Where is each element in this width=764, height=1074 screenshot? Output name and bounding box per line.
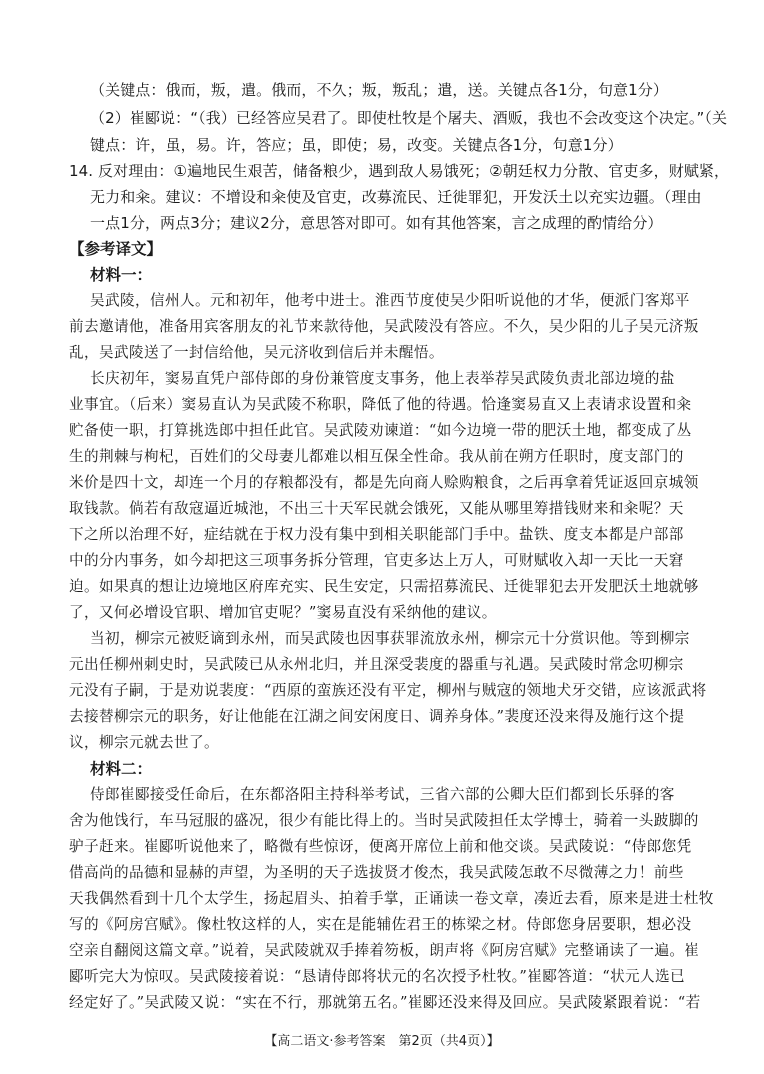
translation-line: 侍郎崔郾接受任命后，在东都洛阳主持科举考试，三省六部的公卿大臣们都到长乐驿的客	[90, 786, 675, 803]
translation-line: 迫。如果真的想让边境地区府库充实、民生安定，只需招募流民、迁徙罪犯去开发肥沃土地就够	[69, 578, 699, 595]
translation-line: 乱，吴武陵送了一封信给他，吴元济收到信后并未醒悟。	[69, 344, 444, 361]
translation-line: 借高尚的品德和显赫的声望，为圣明的天子选拔贤才俊杰，我吴武陵怎敢不尽微薄之力！前些	[69, 864, 684, 881]
translation-line: 议，柳宗元就去世了。	[69, 734, 219, 751]
translation-line: 舍为他饯行，车马冠服的盛况，很少有能比得上的。当时吴武陵担任太学博士，骑着一头跛脚的	[69, 812, 699, 829]
translation-line: 米价是四十文，却连一个月的存粮都没有，都是先向商人赊购粮食，之后再拿着凭证返回京城领	[69, 474, 699, 491]
section-title: 【参考译文】	[69, 240, 163, 258]
material-2-title: 材料二：	[90, 760, 153, 778]
answer-line: 键点：许，虽，易。许，答应；虽，即使；易，改变。关键点各1分，句意1分）	[90, 136, 623, 154]
translation-line: 长庆初年，窦易直凭户部侍郎的身份兼管度支事务，他上表举荐吴武陵负责北部边境的盐	[90, 370, 675, 387]
translation-line: 元出任柳州刺史时，吴武陵已从永州北归，并且深受裴度的器重与礼遇。吴武陵时常念叨柳宗	[69, 656, 684, 673]
translation-line: 写的《阿房宫赋》。像杜牧这样的人，实在是能辅佐君王的栋梁之材。侍郎您身居要职，想必没	[69, 916, 692, 933]
translation-line: 空亲自翻阅这篇文章。”说着，吴武陵就双手捧着笏板，朗声将《阿房宫赋》完整诵读了一遍。崔	[69, 942, 700, 959]
translation-line: 了，又何必增设官职、增加官吏呢？”窦易直没有采纳他的建议。	[69, 604, 497, 621]
answer-line: 无力和籴。建议：不增设和籴使及官吏，改募流民、迁徙罪犯，开发沃土以充实边疆。（理由	[90, 188, 702, 206]
translation-line: 天我偶然看到十几个太学生，扬起眉头、拍着手掌，正诵读一卷文章，凑近去看，原来是进士杜牧	[69, 890, 714, 907]
answer-line: （2）崔郾说：“（我）已经答应吴君了。即使杜牧是个屠夫、酒贩，我也不会改变这个决定。”（关	[90, 109, 728, 127]
translation-line: 生的荆棘与枸杞，百姓们的父母妻儿都难以相互保全性命。我从前在朔方任职时，度支部门的	[69, 448, 684, 465]
translation-line: 贮备使一职，打算挑选郎中担任此官。吴武陵劝谏道：“如今边境一带的肥沃土地，都变成了丛	[69, 422, 692, 439]
translation-line: 取钱款。倘若有敌寇逼近城池，不出三十天军民就会饿死，又能从哪里筹措钱财来和籴呢？天	[69, 500, 684, 517]
translation-line: 下之所以治理不好，症结就在于权力没有集中到相关职能部门手中。盐铁、度支本都是户部部	[69, 526, 684, 543]
material-1-title: 材料一：	[90, 266, 153, 284]
translation-line: 郾听完大为惊叹。吴武陵接着说：“恳请侍郎将状元的名次授予杜牧。”崔郾答道：“状元人选已	[69, 968, 686, 985]
translation-line: 前去邀请他，准备用宾客朋友的礼节来款待他，吴武陵没有答应。不久，吴少阳的儿子吴元济叛	[69, 318, 699, 335]
translation-line: 去接替柳宗元的职务，好让他能在江湖之间安闲度日、调养身体。”裴度还没来得及施行这个提	[69, 708, 685, 725]
translation-line: 当初，柳宗元被贬谪到永州，而吴武陵也因事获罪流放永州，柳宗元十分赏识他。等到柳宗	[90, 630, 690, 647]
translation-line: 元没有子嗣，于是劝说裴度：“西原的蛮族还没有平定，柳州与贼寇的领地犬牙交错，应该派武将	[69, 682, 707, 699]
translation-line: 驴子赶来。崔郾听说他来了，略微有些惊讶，便离开席位上前和他交谈。吴武陵说：“侍郎您凭	[69, 838, 692, 855]
answer-line-q14: 14. 反对理由：①遍地民生艰苦，储备粮少，遇到敌人易饿死；②朝廷权力分散、官吏多，财赋紧，	[69, 162, 730, 180]
translation-line: 吴武陵，信州人。元和初年，他考中进士。淮西节度使吴少阳听说他的才华，便派门客郑平	[90, 292, 690, 309]
translation-line: 业事宜。（后来）窦易直认为吴武陵不称职，降低了他的待遇。恰逢窦易直又上表请求设置和籴	[69, 396, 692, 413]
answer-line: 一点1分，两点3分；建议2分，意思答对即可。如有其他答案，言之成理的酌情给分）	[90, 214, 663, 232]
translation-line: 中的分内事务，如今却把这三项事务拆分管理，官吏多达上万人，可财赋收入却一天比一天窘	[69, 552, 684, 569]
translation-line: 经定好了。”吴武陵又说：“实在不行，那就第五名。”崔郾还没来得及回应。吴武陵紧跟着说：“若	[69, 994, 701, 1011]
page-footer: 【高二语文·参考答案 第2页（共4页）】	[264, 1034, 500, 1049]
answer-line: （关键点：俄而，叛，遣。俄而，不久；叛，叛乱；遣，送。关键点各1分，句意1分）	[90, 81, 668, 99]
